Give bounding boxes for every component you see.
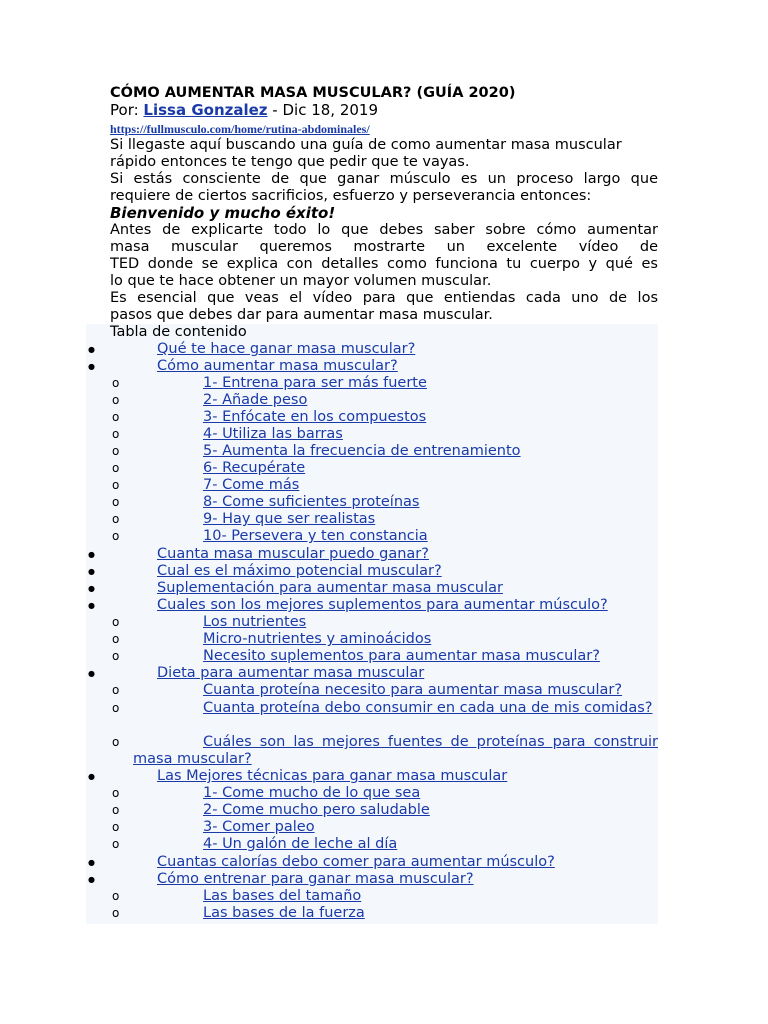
bullet-dot: ● <box>88 772 95 781</box>
bullet-ring: o <box>112 410 120 424</box>
toc-sublink[interactable]: 2- Come mucho pero saludable <box>203 802 430 818</box>
bullet-ring: o <box>112 495 120 509</box>
toc-link[interactable]: Qué te hace ganar masa muscular? <box>157 341 416 357</box>
toc-sublink[interactable]: Necesito suplementos para aumentar masa muscular? <box>203 648 600 664</box>
toc-sublink[interactable]: 10- Persevera y ten constancia <box>203 528 428 544</box>
bullet-ring: o <box>112 649 120 663</box>
bullet-ring: o <box>112 683 120 697</box>
consciente-line-1: Si estás consciente de que ganar músculo es un proceso largo que <box>110 171 658 187</box>
welcome-text: Bienvenido y mucho éxito! <box>110 204 336 222</box>
toc-sublink[interactable]: 1- Entrena para ser más fuerte <box>203 375 427 391</box>
toc-sublink[interactable]: 4- Un galón de leche al día <box>203 836 398 852</box>
toc-sublink[interactable]: 9- Hay que ser realistas <box>203 511 376 527</box>
bullet-ring: o <box>112 427 120 441</box>
bullet-dot: ● <box>88 858 95 867</box>
intro-line-1: Si llegaste aquí buscando una guía de como aumentar masa muscular <box>110 137 622 153</box>
antes-line-3: TED donde se explica con detalles como funciona tu cuerpo y qué es <box>110 256 658 272</box>
bullet-dot: ● <box>88 362 95 371</box>
byline-prefix: Por: <box>110 101 144 119</box>
bullet-ring: o <box>112 393 120 407</box>
toc-link[interactable]: Cómo entrenar para ganar masa muscular? <box>157 871 474 887</box>
antes-line-4: lo que te hace obtener un mayor volumen muscular. <box>110 273 492 289</box>
document-title: CÓMO AUMENTAR MASA MUSCULAR? (GUÍA 2020) <box>110 85 516 101</box>
toc-link[interactable]: Dieta para aumentar masa muscular <box>157 665 425 681</box>
bullet-ring: o <box>112 478 120 492</box>
toc-sublink[interactable]: 1- Come mucho de lo que sea <box>203 785 421 801</box>
bullet-ring: o <box>112 735 120 749</box>
bullet-ring: o <box>112 803 120 817</box>
bullet-dot: ● <box>88 584 95 593</box>
toc-link[interactable]: Las Mejores técnicas para ganar masa muscular <box>157 768 508 784</box>
bullet-ring: o <box>112 906 120 920</box>
bullet-dot: ● <box>88 875 95 884</box>
toc-sublink[interactable]: 4- Utiliza las barras <box>203 426 343 442</box>
toc-sublink[interactable]: 7- Come más <box>203 477 300 493</box>
bullet-dot: ● <box>88 345 95 354</box>
toc-link[interactable]: Suplementación para aumentar masa muscular <box>157 580 503 596</box>
bullet-ring: o <box>112 461 120 475</box>
consciente-line-2: requiere de ciertos sacrificios, esfuerzo y perseverancia entonces: <box>110 188 592 204</box>
bullet-ring: o <box>112 615 120 629</box>
toc-sublink[interactable]: 3- Comer paleo <box>203 819 315 835</box>
antes-line-2: masa muscular queremos mostrarte un excelente vídeo de <box>110 239 658 255</box>
bullet-ring: o <box>112 820 120 834</box>
byline-date: - Dic 18, 2019 <box>267 101 379 119</box>
intro-line-2: rápido entonces te tengo que pedir que te vayas. <box>110 154 470 170</box>
bullet-ring: o <box>112 837 120 851</box>
byline <box>110 102 378 119</box>
toc-sublink[interactable]: 6- Recupérate <box>203 460 306 476</box>
toc-sublink[interactable]: Las bases del tamaño <box>203 888 362 904</box>
esencial-line-1: Es esencial que veas el vídeo para que entiendas cada uno de los <box>110 290 658 306</box>
toc-sublink[interactable]: Micro-nutrientes y aminoácidos <box>203 631 432 647</box>
toc-sublink[interactable]: Cuanta proteína debo consumir en cada una de mis comidas? <box>203 700 653 716</box>
author-link[interactable]: Lissa Gonzalez <box>143 101 268 119</box>
bullet-ring: o <box>112 444 120 458</box>
toc-sublink[interactable]: Los nutrientes <box>203 614 307 630</box>
toc-heading: Tabla de contenido <box>110 324 247 340</box>
bullet-ring: o <box>112 376 120 390</box>
esencial-line-2: pasos que debes dar para aumentar masa muscular. <box>110 307 493 323</box>
toc-sublink[interactable]: 2- Añade peso <box>203 392 308 408</box>
bullet-ring: o <box>112 529 120 543</box>
bullet-dot: ● <box>88 550 95 559</box>
bullet-ring: o <box>112 786 120 800</box>
toc-link[interactable]: Cuantas calorías debo comer para aumentar músculo? <box>157 854 555 870</box>
toc-link[interactable]: Cómo aumentar masa muscular? <box>157 358 398 374</box>
bullet-ring: o <box>112 701 120 715</box>
bullet-dot: ● <box>88 601 95 610</box>
toc-sublink[interactable]: Las bases de la fuerza <box>203 905 365 921</box>
bullet-ring: o <box>112 632 120 646</box>
toc-link[interactable]: Cuales son los mejores suplementos para aumentar músculo? <box>157 597 608 613</box>
bullet-ring: o <box>112 889 120 903</box>
toc-link[interactable]: Cual es el máximo potencial muscular? <box>157 563 442 579</box>
toc-sublink[interactable]: 8- Come suficientes proteínas <box>203 494 420 510</box>
bullet-dot: ● <box>88 669 95 678</box>
toc-sublink[interactable]: 3- Enfócate en los compuestos <box>203 409 427 425</box>
toc-link[interactable]: Cuanta masa muscular puedo ganar? <box>157 546 429 562</box>
toc-sublink[interactable]: Cuáles son las mejores fuentes de proteínas para construir masa muscular? <box>133 734 658 767</box>
source-link[interactable]: https://fullmusculo.com/home/rutina-abdominales/ <box>110 122 370 136</box>
bullet-dot: ● <box>88 567 95 576</box>
toc-sublink[interactable]: 5- Aumenta la frecuencia de entrenamiento <box>203 443 521 459</box>
bullet-ring: o <box>112 512 120 526</box>
toc-sublink[interactable]: Cuanta proteína necesito para aumentar masa muscular? <box>203 682 623 698</box>
antes-line-1: Antes de explicarte todo lo que debes saber sobre cómo aumentar <box>110 222 658 238</box>
